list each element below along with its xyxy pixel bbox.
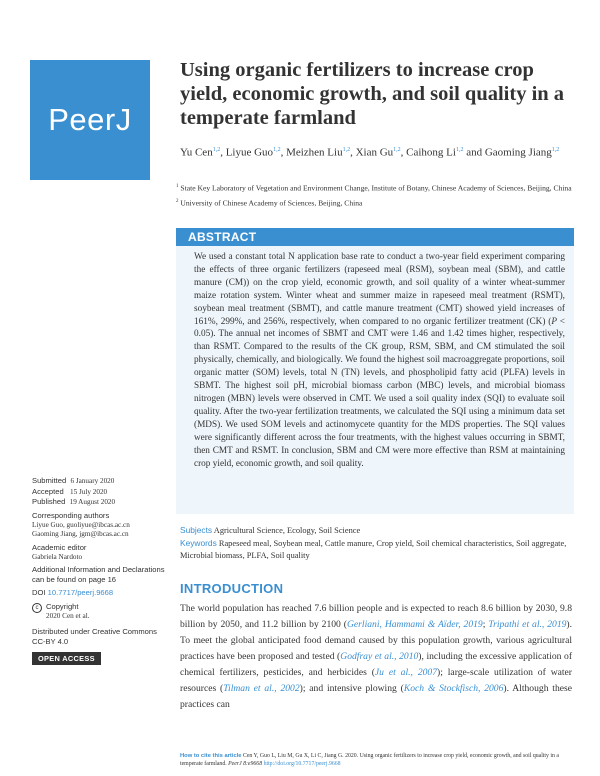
citation-link[interactable]: Tilman et al., 2002 — [223, 683, 300, 694]
intro-part: ). Although these practices can — [180, 683, 572, 710]
citation-link[interactable]: Godfray et al., 2010 — [340, 651, 419, 662]
author-name[interactable]: Liyue Guo — [225, 146, 274, 159]
abstract-heading: ABSTRACT — [188, 230, 257, 244]
copyright-block — [46, 602, 90, 622]
how-to-cite-journal: PeerJ 8:e9668 — [228, 760, 263, 767]
corresponding-author-email[interactable]: Liyue Guo, guoliyue@ibcas.ac.cn — [32, 520, 130, 529]
additional-information-note[interactable]: Additional Information and Declarations can be found on page 16 — [32, 565, 165, 584]
copyright-label: Copyright — [46, 602, 79, 611]
abstract-part: < 0.05). The annual net incomes of SBMT and CMT were 1.46 and 1.42 times higher, respectively, than RSMT. Compared to the results of the CK group, RSM, SBM, and CM stimulated the soil physically, chemically, and biologically. We found the highest soil macroaggregate proportions, soil organic matter (SOM) levels, total N (TN) levels, and phospholipid fatty acid (PLFA) levels in SBMT. The highest soil pH, microbial biomass carbon (MBC) levels, and microbial biomass nitrogen (MBN) levels were observed in CMT. We used a soil quality index (SQI) to evaluate soil quality. After the two-year fertilization treatments, we calculated the SQI using a minimum data set (MDS). We used SOM levels and actinomycete quantity for the MDS properties. The SQI values were significantly different across the four treatments, with the highest values occurring in SBMT, then CMT and RSMT. In conclusion, SBM and CM were more effective than RSM at maintaining crop yield, economic growth, and soil quality. — [194, 316, 565, 469]
copyright-holder: 2020 Cen et al. — [46, 612, 90, 620]
author-separator: , — [350, 146, 356, 159]
doi — [32, 588, 170, 598]
citation-link[interactable]: Koch & Stockfisch, 2006 — [403, 683, 504, 694]
affiliation-text: State Key Laboratory of Vegetation and Environment Change, Institute of Botany, Chinese Academy of Sciences, Beijing, China — [180, 183, 572, 193]
subjects-label: Subjects — [180, 525, 213, 535]
published-date — [32, 497, 170, 508]
logo-text: PeerJ — [48, 102, 132, 137]
abstract-part: We used a constant total N application base rate to conduct a two-year field experiment comparing the effects of three organic fertilizers (rapeseed meal (RSM), soybean meal (SBM), and cattle manure (CM)) on the crop yield, economic growth, and soil quality of a winter wheat-summer maize rotation system. Winter wheat and summer maize in rapeseed meal treatment (RSMT), soybean meal treatment (SBMT), and cattle manure treatment (CMT) showed yield increases of 161%, 299%, and 256%, respectively, when compared to no organic fertilizer treatment (CK) ( — [194, 252, 565, 327]
submitted-date — [32, 476, 170, 487]
corresponding-authors-label: Corresponding authors — [32, 510, 110, 520]
introduction-text — [180, 601, 572, 713]
citation-link[interactable]: Tripathi et al., 2019 — [488, 619, 567, 630]
article-title: Using organic fertilizers to increase crop yield, economic growth, and soil quality in a temperate farmland — [180, 59, 565, 129]
author-name[interactable]: Yu Cen — [180, 146, 213, 159]
subjects — [180, 525, 575, 536]
abstract-p-symbol: P — [551, 316, 557, 327]
keywords — [180, 538, 575, 561]
submitted-value: 6 January 2020 — [70, 477, 115, 485]
peerj-logo — [30, 60, 150, 180]
keywords-text: Rapeseed meal, Soybean meal, Cattle manure, Crop yield, Soil chemical characteristics, Soil aggregate, Microbial biomass, PLFA, Soil quality — [180, 539, 567, 560]
accepted-label: Accepted — [32, 486, 64, 496]
affiliation-item — [176, 182, 576, 194]
keywords-label: Keywords — [180, 538, 217, 548]
abstract-header-bar — [176, 228, 574, 246]
license-note[interactable]: Distributed under Creative Commons CC-BY 4.0 — [32, 626, 157, 646]
author-affiliation: 1,2 — [393, 147, 401, 153]
published-value: 19 August 2020 — [69, 498, 116, 506]
author-list — [180, 142, 575, 161]
article-info-sidebar — [32, 476, 170, 666]
accepted-date — [32, 487, 170, 498]
affiliations — [176, 182, 576, 209]
intro-part: ); large-scale utilization of water resources ( — [180, 667, 572, 694]
affiliation-number: 1 — [176, 184, 179, 189]
copyright-icon: c — [32, 603, 42, 613]
how-to-cite — [180, 753, 575, 768]
affiliation-item — [176, 197, 576, 209]
author-separator: and — [463, 146, 485, 159]
doi-label: DOI — [32, 588, 46, 597]
citation-link[interactable]: Ju et al., 2007 — [374, 667, 438, 678]
open-access-badge: OPEN ACCESS — [32, 652, 101, 665]
intro-part: ). To meet the global anticipated food demand caused by this population growth, various agricultural practices have been proposed and tested ( — [180, 619, 573, 662]
submitted-label: Submitted — [32, 476, 67, 485]
academic-editor-name: Gabriela Nardoto — [32, 552, 83, 561]
author-affiliation: 1,2 — [455, 147, 464, 153]
author-separator: , — [400, 146, 407, 159]
introduction-heading: INTRODUCTION — [180, 581, 284, 596]
intro-part: ; — [482, 619, 489, 630]
how-to-cite-label: How to cite this article — [180, 753, 242, 759]
author-separator: , — [280, 146, 287, 159]
author-affiliation: 1,2 — [273, 147, 281, 153]
abstract-section — [176, 228, 574, 514]
affiliation-number: 2 — [176, 199, 179, 205]
author-affiliation: 1,2 — [212, 147, 221, 153]
doi-link[interactable]: 10.7717/peerj.9668 — [47, 588, 114, 597]
author-name[interactable]: Caihong Li — [406, 146, 456, 159]
author-name[interactable]: Meizhen Liu — [286, 146, 343, 159]
accepted-value: 15 July 2020 — [70, 487, 108, 496]
subjects-text: Agricultural Science, Ecology, Soil Science — [213, 526, 361, 535]
abstract-text — [194, 251, 565, 470]
affiliation-text: University of Chinese Academy of Sciences, Beijing, China — [180, 198, 363, 208]
corresponding-author-email[interactable]: Gaoming Jiang, jgm@ibcas.ac.cn — [32, 530, 129, 538]
academic-editor-label: Academic editor — [32, 542, 87, 552]
published-label: Published — [32, 497, 66, 506]
author-affiliation: 1,2 — [551, 147, 560, 153]
how-to-cite-text: Cen Y, Guo L, Liu M, Gu X, Li C, Jiang G. 2020. Using organic fertilizers to increase crop yield, economic growth, and soil quality in a temperate farmland. — [180, 753, 559, 767]
copyright — [32, 602, 170, 622]
intro-part: ), including the excessive application of chemical fertilizers, pesticides, and herbicides ( — [180, 651, 573, 678]
author-name[interactable]: Xian Gu — [355, 146, 394, 159]
author-affiliation: 1,2 — [342, 147, 351, 153]
intro-part: ); and intensive plowing ( — [299, 683, 404, 694]
intro-part: The world population has reached 7.6 billion people and is expected to reach 8.6 billion by 2030, 9.8 billion by 2050, and 11.2 billion by 2100 ( — [180, 603, 572, 630]
author-separator: , — [220, 146, 226, 159]
citation-link[interactable]: Gerliani, Hammami & Aïder, 2019 — [346, 619, 483, 630]
author-name[interactable]: Gaoming Jiang — [484, 146, 552, 159]
how-to-cite-url[interactable]: http://doi.org/10.7717/peerj.9668 — [263, 760, 341, 767]
